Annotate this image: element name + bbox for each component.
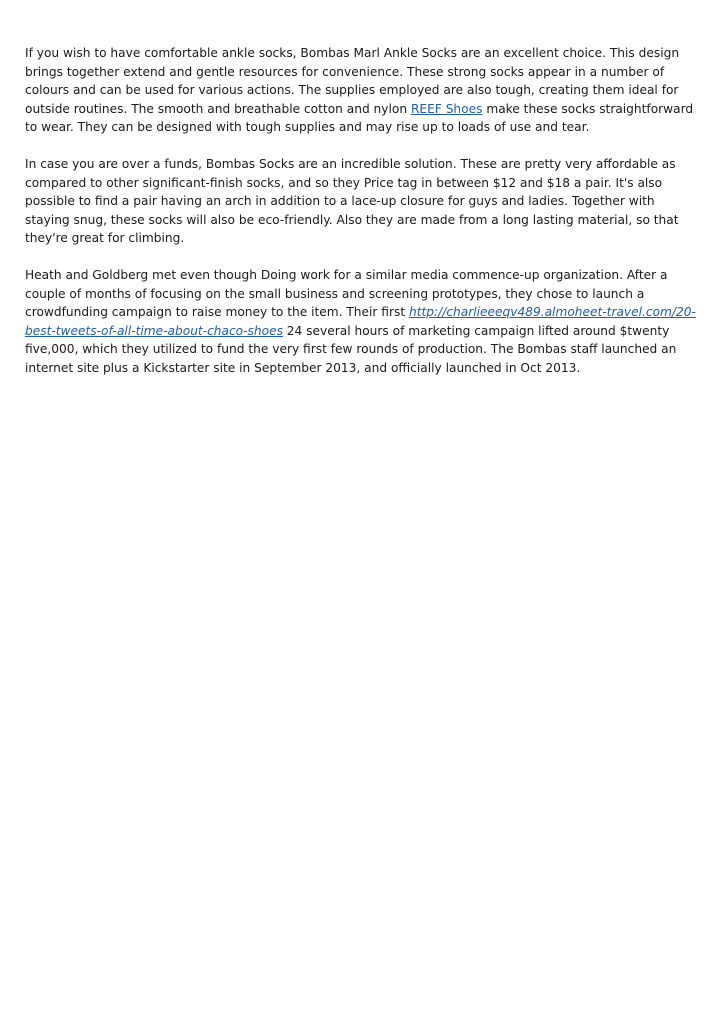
paragraph-text: In case you are over a funds, Bombas Socks are an incredible solution. These are pretty very affordable as compared to other significant-finish socks, and so they Price tag in between $12 and $18 a pair. It's also possible to find a pair having an arch in addition to a lace-up closure for guys and ladies. Together with staying snug, these socks will also be eco-friendly. Also they are made from a long lasting material, so that they're great for climbing. <box>25 157 679 245</box>
paragraph-bombas-socks-price <box>25 155 697 248</box>
paragraph-text: 24 several hours of marketing campaign lifted around $twenty five,000, which they utilized to fund the very first few rounds of production. The Bombas staff launched an internet site plus a Kickstarter site in September 2013, and officially launched in Oct 2013. <box>25 323 677 375</box>
paragraph-bombas-marl-ankle-socks <box>25 44 697 137</box>
chaco-shoes-url-link[interactable]: http://charlieeeqv489.almoheet-travel.com/20-best-tweets-of-all-time-about-chaco-shoes <box>25 305 696 338</box>
paragraph-text: make these socks straightforward to wear. They can be designed with tough supplies and may rise up to loads of use and tear. <box>25 101 694 134</box>
reef-shoes-link[interactable]: REEF Shoes <box>410 101 483 116</box>
paragraph-heath-goldberg <box>25 266 697 377</box>
paragraph-text: Heath and Goldberg met even though Doing work for a similar media commence-up organization. After a couple of months of focusing on the small business and screening prototypes, they chose to launch a crowdfunding campaign to raise money to the item. Their first <box>25 268 668 319</box>
paragraph-text: If you wish to have comfortable ankle socks, Bombas Marl Ankle Socks are an excellent choice. This design brings together extend and gentle resources for convenience. These strong socks appear in a number of colours and can be used for various actions. The supplies employed are also tough, creating them ideal for outside routines. The smooth and breathable cotton and nylon <box>25 46 680 116</box>
article-body <box>25 44 697 396</box>
